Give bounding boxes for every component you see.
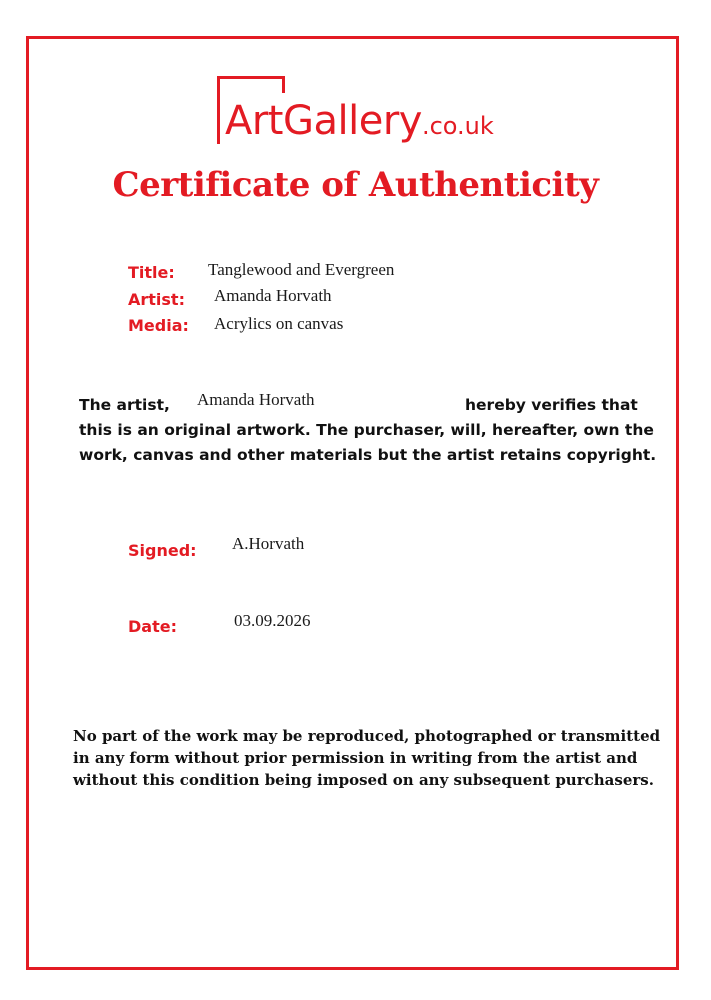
artist-value: Amanda Horvath bbox=[214, 286, 332, 305]
media-value: Acrylics on canvas bbox=[214, 314, 344, 333]
media-label: Media: bbox=[128, 316, 189, 335]
logo-wordmark bbox=[225, 98, 494, 144]
signature-value: A.Horvath bbox=[232, 534, 305, 553]
date-label: Date: bbox=[128, 617, 177, 636]
logo-tld-text: .co.uk bbox=[421, 112, 494, 140]
statement-prefix: The artist, bbox=[79, 396, 170, 414]
date-value: 03.09.2026 bbox=[234, 611, 311, 630]
artgallery-logo bbox=[217, 76, 547, 148]
notice-line-3: without this condition being imposed on any subsequent purchasers. bbox=[73, 771, 654, 789]
statement-suffix: hereby verifies that bbox=[465, 396, 638, 414]
logo-main-text: ArtGallery bbox=[225, 98, 422, 144]
statement-line-3: work, canvas and other materials but the artist retains copyright. bbox=[79, 446, 657, 464]
notice-line-1: No part of the work may be reproduced, photographed or transmitted bbox=[73, 727, 661, 745]
notice-line-2: in any form without prior permission in writing from the artist and bbox=[73, 749, 638, 767]
signed-label: Signed: bbox=[128, 541, 197, 560]
copyright-notice bbox=[73, 725, 661, 791]
artwork-title-value: Tanglewood and Evergreen bbox=[208, 260, 395, 279]
artist-label: Artist: bbox=[128, 290, 185, 309]
title-label: Title: bbox=[128, 263, 175, 282]
statement-artist-name: Amanda Horvath bbox=[197, 390, 315, 409]
certificate-title: Certificate of Authenticity bbox=[112, 165, 599, 205]
statement-line-2: this is an original artwork. The purchaser, will, hereafter, own the bbox=[79, 421, 654, 439]
